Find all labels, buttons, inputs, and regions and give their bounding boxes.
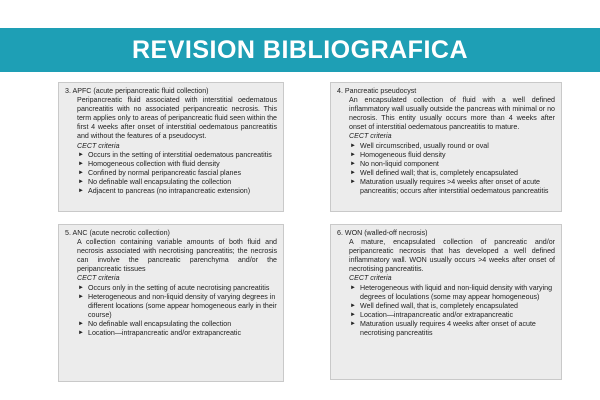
criteria-text: Homogeneous collection with fluid density [88, 159, 220, 168]
bullet-arrow-icon: ► [350, 169, 356, 176]
bullet-arrow-icon: ► [78, 169, 84, 176]
criteria-item [77, 169, 277, 178]
criteria-item [77, 329, 277, 338]
section-pseudocyst [330, 82, 562, 212]
bullet-arrow-icon: ► [78, 320, 84, 327]
criteria-item [349, 178, 555, 196]
criteria-text: Location—intrapancreatic and/or extrapancreatic [88, 329, 241, 338]
bullet-arrow-icon: ► [78, 284, 84, 291]
bullet-arrow-icon: ► [350, 160, 356, 167]
criteria-item [349, 320, 555, 338]
criteria-item [77, 151, 277, 160]
criteria-text: Location—intrapancreatic and/or extrapancreatic [360, 310, 513, 319]
criteria-list [349, 284, 555, 339]
section-won [330, 224, 562, 380]
criteria-text: Well circumscribed, usually round or oval [360, 141, 489, 150]
criteria-item [349, 151, 555, 160]
criteria-label: CECT criteria [77, 274, 120, 283]
criteria-item [77, 320, 277, 329]
criteria-list [77, 151, 277, 196]
section-heading: 5. ANC (acute necrotic collection) [65, 229, 170, 237]
criteria-item [349, 311, 555, 320]
criteria-list [349, 142, 555, 197]
bullet-arrow-icon: ► [78, 160, 84, 167]
criteria-text: Well defined wall, that is, completely encapsulated [360, 301, 518, 310]
criteria-item [349, 302, 555, 311]
criteria-item [77, 160, 277, 169]
criteria-text: Heterogeneous and non-liquid density of varying degrees in different locations (some appear homogeneous early in their course) [88, 292, 277, 319]
section-description: An encapsulated collection of fluid with a well defined inflammatory wall usually outside the pancreas with minimal or no necrosis. This entity usually occurs more than 4 weeks after onset of interstitial oedematous pancreatitis to mature. [349, 96, 555, 132]
criteria-item [77, 178, 277, 187]
criteria-text: Well defined wall; that is, completely encapsulated [360, 168, 518, 177]
criteria-list [77, 284, 277, 339]
criteria-item [77, 284, 277, 293]
bullet-arrow-icon: ► [78, 151, 84, 158]
criteria-item [349, 142, 555, 151]
bullet-arrow-icon: ► [350, 151, 356, 158]
criteria-text: Occurs only in the setting of acute necrotising pancreatitis [88, 283, 270, 292]
section-description: A mature, encapsulated collection of pancreatic and/or peripancreatic necrosis that has developed a well defined inflammatory wall. WON usually occurs >4 weeks after onset of necrotising pancreatitis. [349, 238, 555, 274]
criteria-label: CECT criteria [77, 141, 120, 150]
section-apfc [58, 82, 284, 212]
criteria-text: Maturation usually requires 4 weeks after onset of acute necrotising pancreatitis [360, 319, 536, 338]
section-heading: 6. WON (walled-off necrosis) [337, 229, 428, 237]
section-heading: 4. Pancreatic pseudocyst [337, 87, 417, 95]
criteria-text: Homogeneous fluid density [360, 150, 446, 159]
title-banner [0, 28, 600, 72]
bullet-arrow-icon: ► [350, 142, 356, 149]
criteria-text: Heterogeneous with liquid and non-liquid density with varying degrees of loculations (some may appear homogeneous) [360, 283, 553, 301]
criteria-item [349, 160, 555, 169]
criteria-text: Adjacent to pancreas (no intrapancreatic extension) [88, 187, 251, 196]
criteria-text: No definable wall encapsulating the collection [88, 319, 232, 328]
section-heading: 3. APFC (acute peripancreatic fluid collection) [65, 87, 209, 95]
criteria-text: No definable wall encapsulating the collection [88, 177, 232, 186]
criteria-label: CECT criteria [349, 132, 392, 141]
bullet-arrow-icon: ► [78, 330, 84, 337]
bullet-arrow-icon: ► [350, 284, 356, 291]
criteria-text: No non-liquid component [360, 159, 439, 168]
section-description: A collection containing variable amounts of both fluid and necrosis associated with necrotising pancreatitis; the necrosis can involve the pancreatic parenchyma and/or the peripancreatic tissues [77, 238, 277, 274]
criteria-text: Confined by normal peripancreatic fascial planes [88, 168, 241, 177]
bullet-arrow-icon: ► [78, 178, 84, 185]
section-anc [58, 224, 284, 382]
criteria-text: Maturation usually requires >4 weeks after onset of acute pancreatitis; occurs after interstitial oedematous pancreatitis [360, 177, 549, 196]
bullet-arrow-icon: ► [350, 302, 356, 309]
bullet-arrow-icon: ► [350, 320, 356, 327]
criteria-item [349, 169, 555, 178]
criteria-item [77, 187, 277, 196]
criteria-item [77, 293, 277, 320]
page-title: REVISION BIBLIOGRAFICA [131, 35, 468, 64]
bullet-arrow-icon: ► [78, 293, 84, 300]
criteria-label: CECT criteria [349, 274, 392, 283]
bullet-arrow-icon: ► [350, 311, 356, 318]
bullet-arrow-icon: ► [350, 178, 356, 185]
section-description: Peripancreatic fluid associated with interstitial oedematous pancreatitis with no associated peripancreatic necrosis. This term applies only to areas of peripancreatic fluid seen within the first 4 weeks after onset of interstitial oedematous pancreatitis and without the features of a pseudocyst. [77, 96, 277, 141]
bullet-arrow-icon: ► [78, 188, 84, 195]
criteria-item [349, 284, 555, 302]
criteria-text: Occurs in the setting of interstitial oedematous pancreatitis [88, 150, 272, 159]
